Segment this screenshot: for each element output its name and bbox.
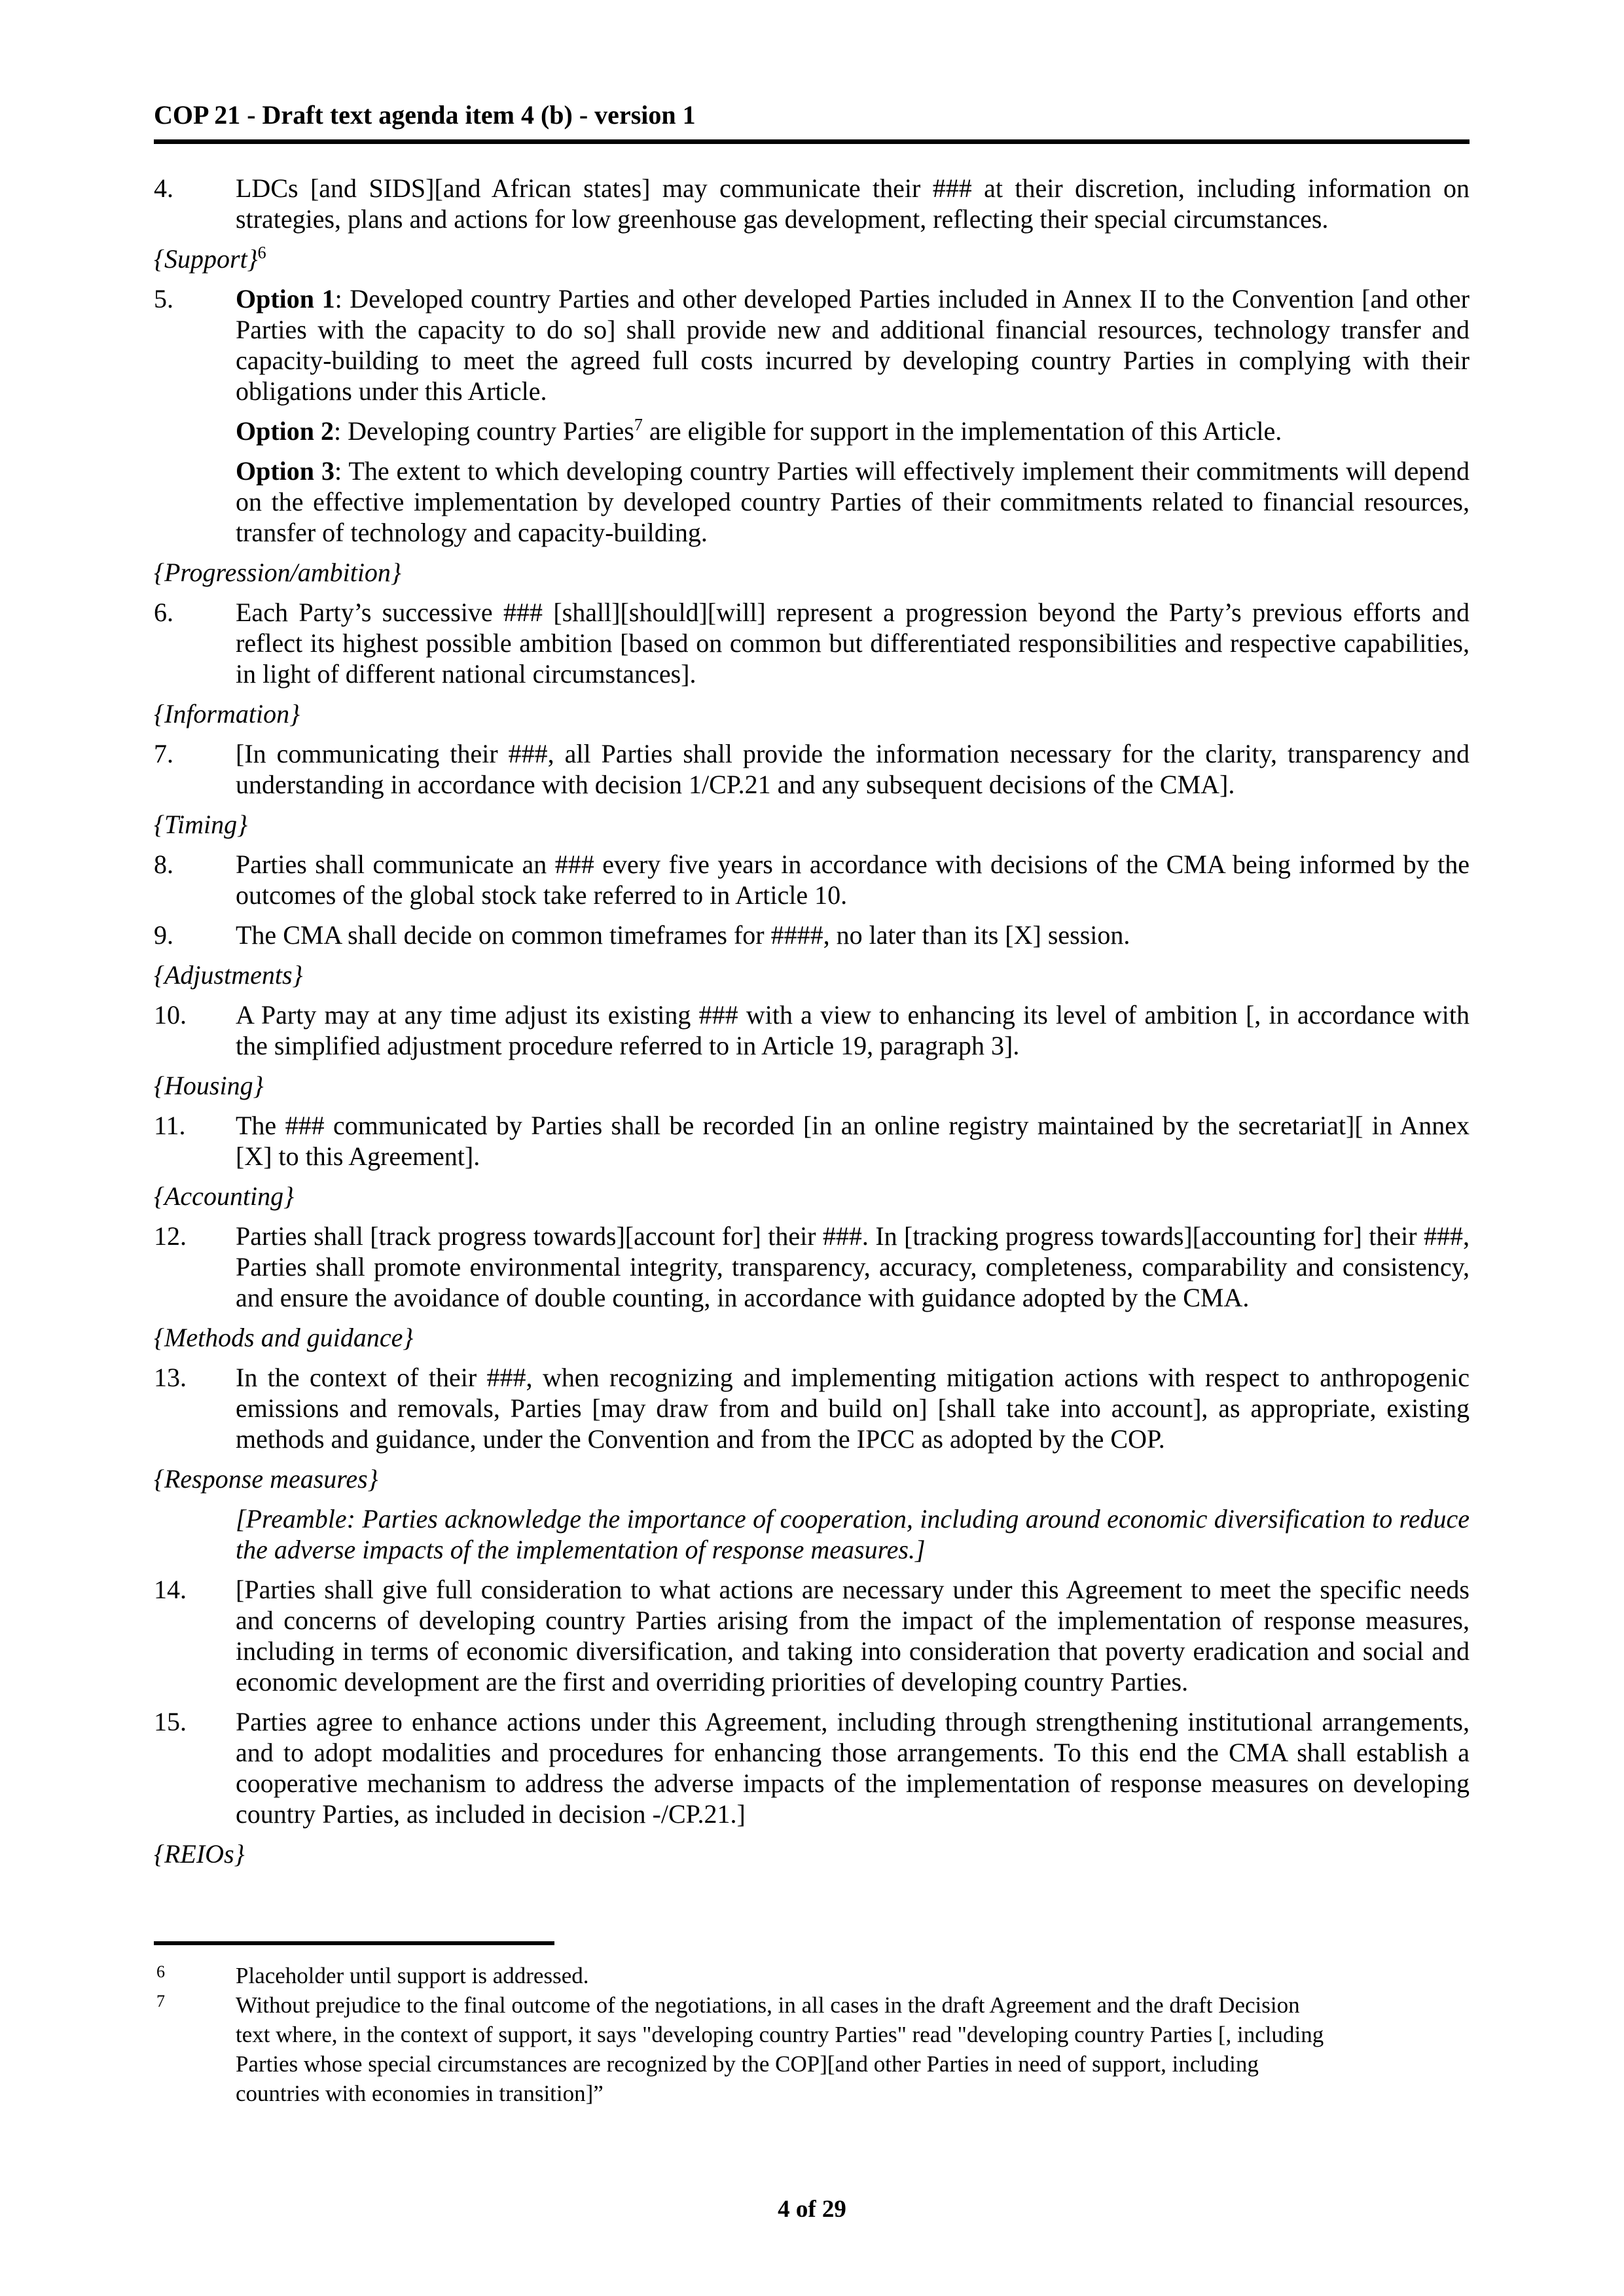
section-label-reios: {REIOs}: [154, 1839, 245, 1869]
option-1-label: Option 1: [236, 284, 335, 314]
paragraph-number: 5.: [154, 284, 173, 314]
paragraph-text: The ### communicated by Parties shall be recorded [in an online registry maintained by the secretariat][ in Annex [X] to this Agreement].: [236, 1111, 1470, 1171]
paragraph-number: 13.: [154, 1363, 187, 1392]
paragraph-12: [154, 1221, 1470, 1313]
section-label-progression: {Progression/ambition}: [154, 558, 401, 587]
paragraph-number: 4.: [154, 173, 173, 203]
paragraph-number: 12.: [154, 1221, 187, 1251]
paragraph-text: are eligible for support in the implementation of this Article.: [642, 416, 1282, 446]
paragraph-number: 9.: [154, 920, 173, 950]
paragraph-number: 7.: [154, 739, 173, 768]
page-number-indicator: 4 of 29: [778, 2196, 846, 2223]
footnote-text: Placeholder until support is addressed.: [236, 1963, 589, 1988]
paragraph-text: Parties shall communicate an ### every five years in accordance with decisions of the CMA being informed by the outcomes of the global stock take referred to in Article 10.: [236, 850, 1470, 910]
paragraph-text: : Developed country Parties and other developed Parties included in Annex II to the Convention [and other Parties with the capacity to do so] shall provide new and additional financial resources, technology transfer and capacity-building to meet the agreed full costs incurred by developing country Parties in complying with their obligations under this Article.: [236, 284, 1470, 406]
header-rule: [154, 139, 1470, 144]
section-label-information: {Information}: [154, 699, 300, 728]
paragraph-15: [154, 1706, 1470, 1829]
section-label-housing: {Housing}: [154, 1071, 264, 1100]
paragraph-5-option-1: [154, 283, 1470, 406]
paragraph-10: [154, 999, 1470, 1061]
footnote-number: 6: [156, 1962, 165, 1981]
footnote-number: 7: [156, 1992, 165, 2011]
footnote-ref-7: 7: [634, 415, 643, 435]
paragraph-number: 15.: [154, 1707, 187, 1736]
section-label-accounting: {Accounting}: [154, 1181, 295, 1211]
section-label-response-measures: {Response measures}: [154, 1464, 378, 1494]
footnote-6: [154, 1961, 1335, 1990]
paragraph-14: [154, 1574, 1470, 1697]
paragraph-5-option-2: [154, 416, 1470, 446]
footnote-text: Without prejudice to the final outcome of the negotiations, in all cases in the draft Agreement and the draft Decision text where, in the context of support, it says "developing country Parties" read "developing country Parties [, including Parties whose special circumstances are recognized by the COP][and other Parties in need of support, including countries with economies in transition]”: [236, 1992, 1324, 2106]
paragraph-4: [154, 173, 1470, 234]
paragraph-text: : The extent to which developing country Parties will effectively implement their commitments will depend on the effective implementation by developed country Parties of their commitments related to financial resources, transfer of technology and capacity-building.: [236, 456, 1470, 547]
paragraph-number: 10.: [154, 1000, 187, 1030]
paragraph-text: [Parties shall give full consideration to what actions are necessary under this Agreement to meet the specific needs and concerns of developing country Parties arising from the impact of the implementation of response measures, including in terms of economic diversification, and taking into consideration that poverty eradication and social and economic development are the first and overriding priorities of developing country Parties.: [236, 1575, 1470, 1696]
option-3-label: Option 3: [236, 456, 335, 486]
paragraph-number: 11.: [154, 1111, 186, 1140]
preamble-text: [Preamble: Parties acknowledge the importance of cooperation, including around economic diversification to reduce the adverse impacts of the implementation of response measures.]: [236, 1504, 1470, 1564]
paragraph-7: [154, 738, 1470, 800]
section-label-adjustments: {Adjustments}: [154, 960, 303, 990]
section-label-support: [154, 243, 1470, 274]
section-label-methods-and-guidance: {Methods and guidance}: [154, 1323, 414, 1352]
paragraph-text: Parties agree to enhance actions under this Agreement, including through strengthening institutional arrangements, and to adopt modalities and procedures for enhancing those arrangements. To this end the CMA shall establish a cooperative mechanism to address the adverse impacts of the implementation of response measures on developing country Parties, as included in decision -/CP.21.]: [236, 1707, 1470, 1829]
paragraph-8: [154, 849, 1470, 910]
footnote-ref-6: 6: [257, 243, 266, 262]
section-label-text: {Support}: [154, 244, 258, 274]
paragraph-text: Each Party’s successive ### [shall][should][will] represent a progression beyond the Party’s previous efforts and reflect its highest possible ambition [based on common but differentiated responsibilities and respective capabilities, in light of different national circumstances].: [236, 598, 1470, 689]
paragraph-number: 14.: [154, 1575, 187, 1604]
paragraph-5-option-3: [154, 456, 1470, 548]
paragraph-text: [In communicating their ###, all Parties shall provide the information necessary for the clarity, transparency and understanding in accordance with decision 1/CP.21 and any subsequent decisions of the CMA].: [236, 739, 1470, 799]
footnote-separator: [154, 1941, 554, 1945]
paragraph-number: 6.: [154, 598, 173, 627]
paragraph-text: Parties shall [track progress towards][account for] their ###. In [tracking progress towards][accounting for] their ###, Parties shall promote environmental integrity, transparency, accuracy, completeness, comparability and consistency, and ensure the avoidance of double counting, in accordance with guidance adopted by the CMA.: [236, 1221, 1470, 1312]
paragraph-text: In the context of their ###, when recognizing and implementing mitigation actions with respect to anthropogenic emissions and removals, Parties [may draw from and build on] [shall take into account], as appropriate, existing methods and guidance, under the Convention and from the IPCC as adopted by the COP.: [236, 1363, 1470, 1454]
option-2-label: Option 2: [236, 416, 334, 446]
paragraph-text: A Party may at any time adjust its existing ### with a view to enhancing its level of ambition [, in accordance with the simplified adjustment procedure referred to in Article 19, paragraph 3].: [236, 1000, 1470, 1060]
paragraph-number: 8.: [154, 850, 173, 879]
paragraph-13: [154, 1362, 1470, 1454]
paragraph-9: [154, 920, 1470, 950]
paragraph-text: : Developing country Parties: [334, 416, 634, 446]
page-header: COP 21 - Draft text agenda item 4 (b) - version 1: [154, 100, 696, 130]
section-label-timing: {Timing}: [154, 810, 248, 839]
paragraph-text: LDCs [and SIDS][and African states] may communicate their ### at their discretion, including information on strategies, plans and actions for low greenhouse gas development, reflecting their special circumstances.: [236, 173, 1470, 234]
footnote-7: [154, 1990, 1335, 2108]
paragraph-11: [154, 1110, 1470, 1172]
paragraph-text: The CMA shall decide on common timeframes for ####, no later than its [X] session.: [236, 920, 1130, 950]
paragraph-6: [154, 597, 1470, 689]
